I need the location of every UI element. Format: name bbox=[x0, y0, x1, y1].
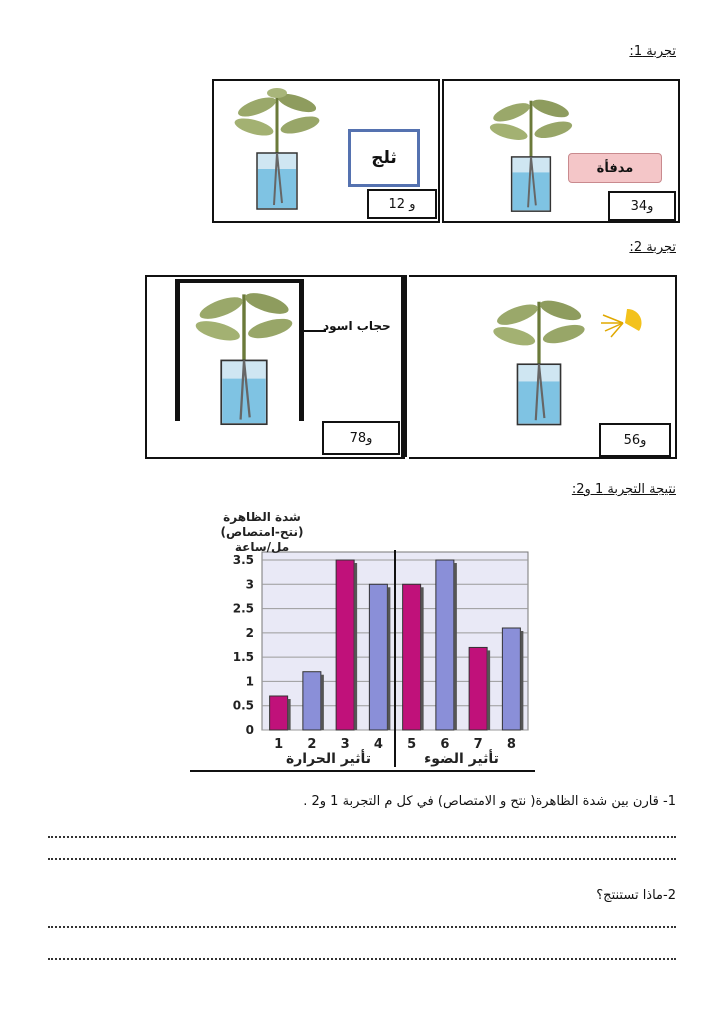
y-tick-label: 3 bbox=[245, 577, 254, 592]
plant-beaker-image bbox=[489, 291, 589, 431]
bar-6 bbox=[436, 560, 454, 730]
plant-beaker-image bbox=[486, 91, 576, 217]
result-bar-chart bbox=[190, 505, 535, 775]
divider-bar bbox=[401, 275, 407, 457]
question-2: 2-ماذا تستنتج؟ bbox=[596, 888, 676, 903]
experiment2-right-frame bbox=[409, 275, 677, 459]
bar-2 bbox=[303, 672, 321, 730]
bar-shadow bbox=[487, 650, 490, 730]
x-tick-label: 4 bbox=[373, 737, 383, 752]
y-tick-label: 0.5 bbox=[232, 698, 254, 713]
bar-shadow bbox=[321, 675, 324, 730]
answer-line[interactable] bbox=[48, 926, 676, 928]
bar-shadow bbox=[520, 631, 523, 730]
result-title: نتيجة التجربة 1 و2: bbox=[571, 482, 676, 497]
experiment1-right-frame bbox=[442, 79, 680, 223]
experiment2-left-label: 7و8 bbox=[322, 421, 400, 455]
ice-label: ثلج bbox=[348, 129, 420, 187]
y-tick-label: 1 bbox=[245, 674, 254, 689]
x-tick-label: 1 bbox=[274, 737, 284, 752]
plant-beaker-image bbox=[232, 85, 322, 215]
bar-5 bbox=[403, 584, 421, 730]
bar-7 bbox=[469, 647, 487, 730]
experiment1-right-label: 3و4 bbox=[608, 191, 676, 221]
bar-4 bbox=[369, 584, 387, 730]
bar-shadow bbox=[387, 587, 390, 730]
y-axis-label-line: (نتح-امتصاص) bbox=[220, 525, 304, 539]
answer-line[interactable] bbox=[48, 958, 676, 960]
sun-icon bbox=[599, 305, 645, 339]
black-screen-label: حجاب اسود bbox=[323, 319, 391, 333]
experiment2-title: تجربة 2: bbox=[629, 240, 676, 255]
experiment2-right-label: 5و6 bbox=[599, 423, 671, 457]
bar-shadow bbox=[454, 563, 457, 730]
experiment1-left-frame bbox=[212, 79, 440, 223]
bar-shadow bbox=[421, 587, 424, 730]
bar-8 bbox=[502, 628, 520, 730]
y-axis-label-line: شدة الظاهرة bbox=[223, 510, 301, 524]
bar-shadow bbox=[288, 699, 291, 730]
x-tick-label: 2 bbox=[307, 737, 317, 752]
y-tick-label: 2 bbox=[245, 625, 254, 640]
experiment1-left-label: 1و 2 bbox=[367, 189, 437, 219]
y-axis-label-line: مل/ساعة bbox=[234, 540, 290, 554]
black-screen-left bbox=[175, 279, 180, 421]
x-tick-label: 7 bbox=[473, 737, 483, 752]
y-tick-label: 3.5 bbox=[232, 553, 254, 567]
black-screen-right bbox=[299, 279, 304, 421]
y-tick-label: 0 bbox=[245, 723, 254, 737]
x-tick-label: 8 bbox=[506, 737, 516, 752]
experiment2-left-frame bbox=[145, 275, 405, 459]
y-tick-label: 1.5 bbox=[232, 650, 254, 665]
bar-3 bbox=[336, 560, 354, 730]
x-tick-label: 6 bbox=[440, 737, 450, 752]
plant-beaker-image bbox=[189, 283, 299, 431]
answer-line[interactable] bbox=[48, 858, 676, 860]
x-tick-label: 3 bbox=[340, 737, 350, 752]
group-label-light: تأثير الضوء bbox=[424, 751, 499, 767]
heater-label: مدفأة bbox=[568, 153, 662, 183]
answer-line[interactable] bbox=[48, 836, 676, 838]
bar-1 bbox=[270, 696, 288, 730]
x-tick-label: 5 bbox=[407, 737, 417, 752]
y-tick-label: 2.5 bbox=[232, 601, 254, 616]
group-label-heat: تأثير الحرارة bbox=[285, 751, 372, 767]
experiment1-title: تجربة 1: bbox=[629, 44, 676, 59]
bar-shadow bbox=[354, 563, 357, 730]
question-1: 1- قارن بين شدة الظاهرة( نتح و الامتصاص) في كل م التجربة 1 و2 . bbox=[303, 794, 676, 809]
